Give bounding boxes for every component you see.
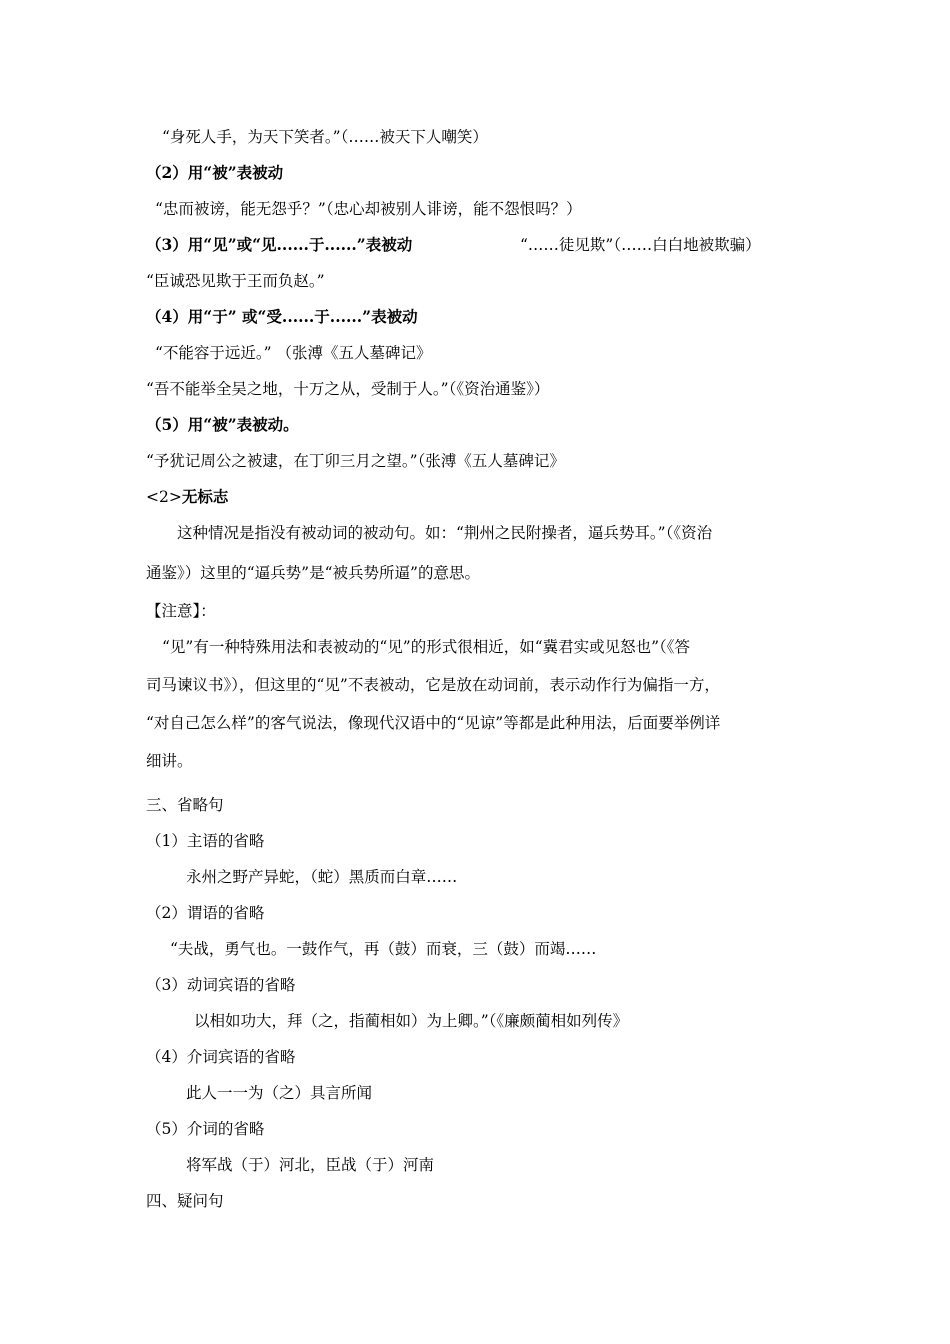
subheading: （3）动词宾语的省略 bbox=[146, 976, 296, 994]
section-heading: 三、省略句 bbox=[146, 796, 224, 814]
paragraph-line: 细讲。 bbox=[146, 752, 193, 770]
section-marker bbox=[146, 486, 228, 508]
section-heading: 四、疑问句 bbox=[146, 1192, 224, 1210]
example-line: “忠而被谤，能无怨乎？”（忠心却被别人诽谤，能不怨恨吗？） bbox=[155, 200, 582, 218]
example-line: 以相如功大，拜（之，指蔺相如）为上卿。”（《廉颇蔺相如列传》 bbox=[194, 1012, 629, 1030]
example-line: “不能容于远近。” （张溥《五人墓碑记》 bbox=[155, 344, 432, 362]
subheading: （2）谓语的省略 bbox=[146, 904, 265, 922]
subheading: （5）介词的省略 bbox=[146, 1120, 265, 1138]
example-line: 此人一一为（之）具言所闻 bbox=[186, 1084, 373, 1102]
paragraph-line: “对自己怎么样”的客气说法，像现代汉语中的“见谅”等都是此种用法，后面要举例详 bbox=[146, 714, 721, 732]
subheading: （4）用“于” 或“受......于......”表被动 bbox=[146, 307, 418, 326]
example-line: “……徒见欺”（……白白地被欺骗） bbox=[520, 236, 761, 254]
paragraph-line: 司马谏议书》），但这里的“见”不表被动，它是放在动词前，表示动作行为偏指一方， bbox=[146, 676, 720, 694]
example-line: 永州之野产异蛇，（蛇）黑质而白章…… bbox=[186, 868, 458, 886]
paragraph-line: 通鉴》）这里的“逼兵势”是“被兵势所逼”的意思。 bbox=[146, 564, 480, 582]
example-line: 将军战（于）河北，臣战（于）河南 bbox=[186, 1156, 435, 1174]
example-line: “臣诚恐见欺于王而负赵。” bbox=[146, 272, 325, 290]
section-number: <2> bbox=[146, 488, 182, 506]
example-line: “吾不能举全吴之地，十万之从，受制于人。”（《资治通鉴》） bbox=[146, 380, 550, 398]
paragraph-line: “见”有一种特殊用法和表被动的“见”的形式很相近，如“冀君实或见怒也”（《答 bbox=[162, 638, 691, 656]
subheading: （5）用“被”表被动。 bbox=[146, 415, 299, 434]
subheading: （4）介词宾语的省略 bbox=[146, 1048, 296, 1066]
note-heading: 【注意】： bbox=[146, 602, 216, 620]
paragraph-line: 这种情况是指没有被动词的被动句。如：“荆州之民附操者，逼兵势耳。”（《资治 bbox=[177, 524, 713, 542]
example-line: “身死人手，为天下笑者。”（……被天下人嘲笑） bbox=[162, 128, 488, 146]
subheading: （2）用“被”表被动 bbox=[146, 163, 284, 182]
subheading: （3）用“见”或“见......于......”表被动 bbox=[146, 235, 413, 254]
subheading: （1）主语的省略 bbox=[146, 832, 265, 850]
example-line: “予犹记周公之被逮，在丁卯三月之望。”（张溥《五人墓碑记》 bbox=[146, 452, 565, 470]
section-title: 无标志 bbox=[181, 487, 229, 506]
example-line: “夫战，勇气也。一鼓作气，再（鼓）而衰，三（鼓）而竭…… bbox=[170, 940, 597, 958]
